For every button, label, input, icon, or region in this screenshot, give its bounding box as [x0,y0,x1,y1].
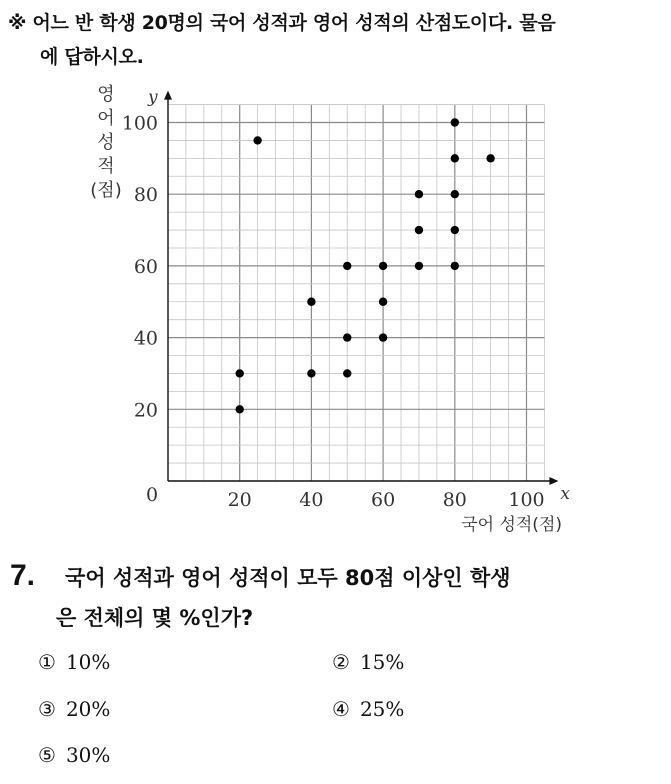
data-point [343,369,351,377]
x-axis-arrow [549,477,558,485]
question-line-2: 은 전체의 몇 %인가? [56,606,254,630]
origin-label: 0 [145,484,159,506]
data-point [451,190,459,198]
data-point [451,154,459,162]
choice-2-mark: ② [332,650,350,674]
data-point [415,190,423,198]
data-point [486,154,494,162]
choice-4[interactable] [332,697,404,721]
y-tick-label: 60 [133,255,158,278]
choice-1-text: 10% [65,650,111,674]
data-point [451,262,459,270]
y-axis-symbol: y [148,87,158,108]
y-axis-label: 어 [97,108,115,129]
x-axis-symbol: x [560,484,571,504]
x-tick-label: 20 [227,489,252,511]
intro-line-1: ※ 어느 반 학생 20명의 국어 성적과 영어 성적의 산점도이다. 물음 [8,12,556,34]
data-point [253,136,261,144]
data-point [415,262,423,270]
choice-4-text: 25% [359,697,405,721]
choice-4-mark: ④ [332,697,350,721]
y-tick-label: 40 [133,327,158,350]
data-point [307,369,315,377]
question [10,556,650,638]
choice-5[interactable] [38,743,110,767]
choice-3[interactable] [38,697,110,721]
y-axis-label: 성 [97,132,115,153]
data-point [451,226,459,234]
choice-1[interactable] [38,650,110,674]
data-point [343,262,351,270]
question-number: 7. [10,559,36,592]
choice-5-text: 30% [65,743,111,767]
data-point [379,298,387,306]
choice-3-mark: ③ [38,697,56,721]
x-axis-label: 국어 성적(점) [461,515,562,535]
y-axis-label: (점) [90,180,122,201]
choice-5-mark: ⑤ [38,743,56,767]
data-point [415,226,423,234]
choice-2-text: 15% [359,650,405,674]
y-tick-label: 100 [121,112,158,135]
question-line-1: 국어 성적과 영어 성적이 모두 80점 이상인 학생 [65,566,511,590]
y-tick-label: 80 [133,184,158,207]
y-axis-label: 영 [97,84,115,105]
data-point [236,369,244,377]
data-point [379,262,387,270]
data-point [343,333,351,341]
x-tick-label: 80 [442,489,467,511]
y-tick-label: 20 [133,399,158,422]
data-point [451,118,459,126]
x-tick-label: 60 [371,489,396,511]
choice-3-text: 20% [65,697,111,721]
x-tick-label: 100 [508,489,545,511]
choice-2[interactable] [332,650,404,674]
data-point [379,333,387,341]
x-tick-label: 40 [299,489,324,511]
choice-1-mark: ① [38,650,56,674]
y-axis-arrow [164,91,172,100]
data-point [307,298,315,306]
intro-line-2: 에 답하시오. [40,46,144,68]
y-axis-label: 적 [97,156,115,177]
data-point [236,405,244,413]
